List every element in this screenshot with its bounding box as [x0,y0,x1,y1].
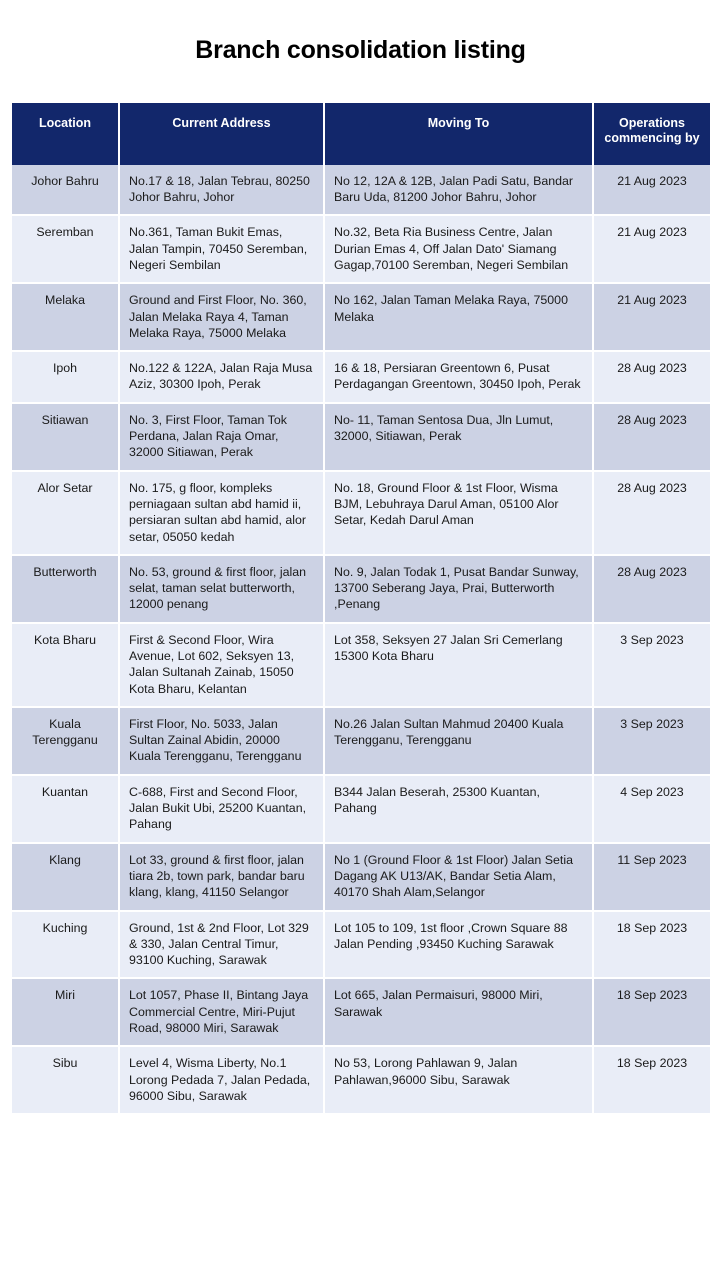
cell-location: Butterworth [12,555,119,623]
page-title: Branch consolidation listing [195,35,526,64]
cell-current-address: Ground, 1st & 2nd Floor, Lot 329 & 330, Jalan Central Timur, 93100 Kuching, Sarawak [119,911,324,979]
cell-location: Sitiawan [12,403,119,471]
cell-commencing-by: 3 Sep 2023 [593,707,710,775]
cell-location: Miri [12,978,119,1046]
table-row [12,351,710,403]
cell-location: Johor Bahru [12,165,119,216]
table-row [12,403,710,471]
cell-current-address: Ground and First Floor, No. 360, Jalan Melaka Raya 4, Taman Melaka Raya, 75000 Melaka [119,283,324,351]
cell-moving-to: No 12, 12A & 12B, Jalan Padi Satu, Bandar Baru Uda, 81200 Johor Bahru, Johor [324,165,593,216]
cell-current-address: No. 53, ground & first floor, jalan selat, taman selat butterworth, 12000 penang [119,555,324,623]
document-page [0,17,721,1269]
cell-moving-to: Lot 105 to 109, 1st floor ,Crown Square 88 Jalan Pending ,93450 Kuching Sarawak [324,911,593,979]
cell-location: Kuala Terengganu [12,707,119,775]
cell-current-address: First Floor, No. 5033, Jalan Sultan Zainal Abidin, 20000 Kuala Terengganu, Terengganu [119,707,324,775]
cell-location: Klang [12,843,119,911]
table-row [12,623,710,707]
cell-commencing-by: 4 Sep 2023 [593,775,710,843]
column-header-current-address: Current Address [119,103,324,165]
cell-moving-to: Lot 358, Seksyen 27 Jalan Sri Cemerlang 15300 Kota Bharu [324,623,593,707]
table-row [12,215,710,283]
cell-moving-to: Lot 665, Jalan Permaisuri, 98000 Miri, Sarawak [324,978,593,1046]
table-header [12,103,710,165]
branch-consolidation-table-wrapper [12,103,710,1115]
cell-commencing-by: 21 Aug 2023 [593,165,710,216]
cell-current-address: No.122 & 122A, Jalan Raja Musa Aziz, 30300 Ipoh, Perak [119,351,324,403]
cell-moving-to: No 162, Jalan Taman Melaka Raya, 75000 Melaka [324,283,593,351]
table-row [12,1046,710,1114]
cell-commencing-by: 18 Sep 2023 [593,1046,710,1114]
cell-commencing-by: 28 Aug 2023 [593,471,710,555]
table-row [12,978,710,1046]
cell-location: Sibu [12,1046,119,1114]
table-row [12,471,710,555]
cell-current-address: First & Second Floor, Wira Avenue, Lot 602, Seksyen 13, Jalan Sultanah Zainab, 15050 Kota Bharu, Kelantan [119,623,324,707]
cell-location: Kuching [12,911,119,979]
cell-location: Kota Bharu [12,623,119,707]
cell-moving-to: No 1 (Ground Floor & 1st Floor) Jalan Setia Dagang AK U13/AK, Bandar Setia Alam, 40170 Shah Alam,Selangor [324,843,593,911]
cell-moving-to: B344 Jalan Beserah, 25300 Kuantan, Pahang [324,775,593,843]
cell-current-address: No.17 & 18, Jalan Tebrau, 80250 Johor Bahru, Johor [119,165,324,216]
cell-current-address: Level 4, Wisma Liberty, No.1 Lorong Pedada 7, Jalan Pedada, 96000 Sibu, Sarawak [119,1046,324,1114]
cell-moving-to: No.32, Beta Ria Business Centre, Jalan Durian Emas 4, Off Jalan Dato' Siamang Gagap,70100 Seremban, Negeri Sembilan [324,215,593,283]
cell-moving-to: 16 & 18, Persiaran Greentown 6, Pusat Perdagangan Greentown, 30450 Ipoh, Perak [324,351,593,403]
column-header-location: Location [12,103,119,165]
cell-moving-to: No. 18, Ground Floor & 1st Floor, Wisma BJM, Lebuhraya Darul Aman, 05100 Alor Setar, Kedah Darul Aman [324,471,593,555]
cell-current-address: No. 175, g floor, kompleks perniagaan sultan abd hamid ii, persiaran sultan abd hamid, alor setar, 05050 kedah [119,471,324,555]
cell-current-address: Lot 33, ground & first floor, jalan tiara 2b, town park, bandar baru klang, klang, 41150 Selangor [119,843,324,911]
cell-moving-to: No- 11, Taman Sentosa Dua, Jln Lumut, 32000, Sitiawan, Perak [324,403,593,471]
table-header-row [12,103,710,165]
cell-commencing-by: 18 Sep 2023 [593,911,710,979]
table-row [12,911,710,979]
table-row [12,165,710,216]
table-body [12,165,710,1114]
cell-moving-to: No 53, Lorong Pahlawan 9, Jalan Pahlawan,96000 Sibu, Sarawak [324,1046,593,1114]
cell-location: Ipoh [12,351,119,403]
branch-consolidation-table [12,103,710,1115]
table-row [12,555,710,623]
cell-commencing-by: 21 Aug 2023 [593,283,710,351]
cell-location: Kuantan [12,775,119,843]
cell-moving-to: No.26 Jalan Sultan Mahmud 20400 Kuala Terengganu, Terengganu [324,707,593,775]
cell-current-address: No. 3, First Floor, Taman Tok Perdana, Jalan Raja Omar, 32000 Sitiawan, Perak [119,403,324,471]
table-row [12,843,710,911]
table-row [12,775,710,843]
cell-commencing-by: 28 Aug 2023 [593,403,710,471]
cell-commencing-by: 21 Aug 2023 [593,215,710,283]
table-row [12,283,710,351]
cell-current-address: No.361, Taman Bukit Emas, Jalan Tampin, 70450 Seremban, Negeri Sembilan [119,215,324,283]
cell-commencing-by: 18 Sep 2023 [593,978,710,1046]
cell-location: Melaka [12,283,119,351]
cell-moving-to: No. 9, Jalan Todak 1, Pusat Bandar Sunway, 13700 Seberang Jaya, Prai, Butterworth ,Penang [324,555,593,623]
table-row [12,707,710,775]
cell-location: Alor Setar [12,471,119,555]
cell-current-address: Lot 1057, Phase II, Bintang Jaya Commercial Centre, Miri-Pujut Road, 98000 Miri, Sarawak [119,978,324,1046]
cell-commencing-by: 11 Sep 2023 [593,843,710,911]
cell-commencing-by: 3 Sep 2023 [593,623,710,707]
cell-commencing-by: 28 Aug 2023 [593,555,710,623]
cell-commencing-by: 28 Aug 2023 [593,351,710,403]
column-header-commencing-by: Operations commencing by [593,103,710,165]
column-header-moving-to: Moving To [324,103,593,165]
cell-location: Seremban [12,215,119,283]
cell-current-address: C-688, First and Second Floor, Jalan Bukit Ubi, 25200 Kuantan, Pahang [119,775,324,843]
